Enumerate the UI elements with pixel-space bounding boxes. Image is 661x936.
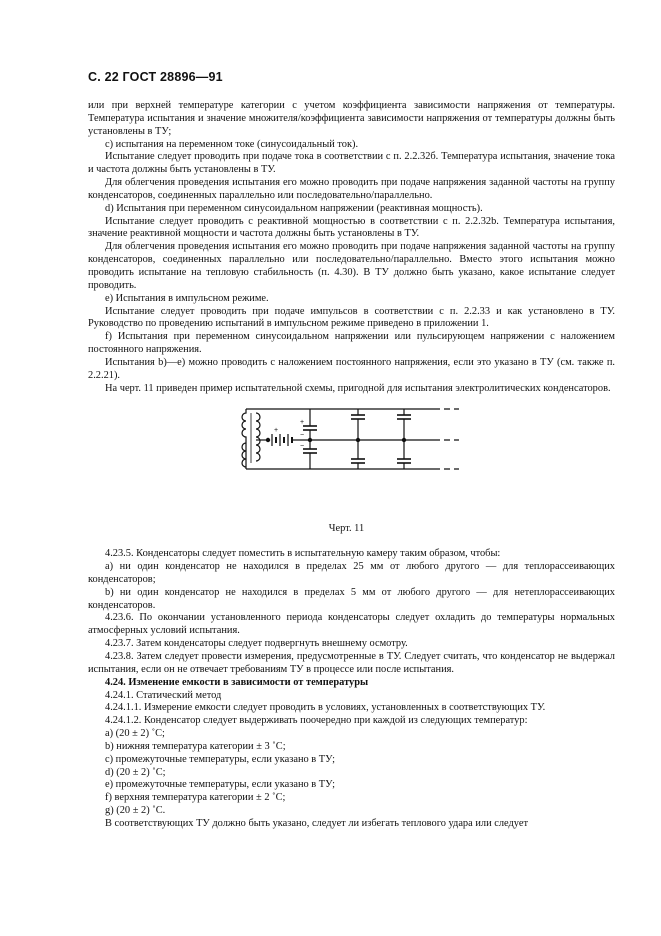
paragraph: Испытания b)—e) можно проводить с наложением постоянного напряжения, если это указано в ТУ (см. также п. 2.2.21). <box>88 356 615 381</box>
minus-label-lower: − <box>300 443 305 451</box>
plus-label: + <box>300 419 305 427</box>
paragraph: c) испытания на переменном токе (синусоидальный ток). <box>105 138 359 150</box>
paragraph: 4.24.1. Статический метод <box>105 689 222 701</box>
paragraph: 4.23.5. Конденсаторы следует поместить в испытательную камеру таким образом, чтобы: <box>105 548 501 560</box>
paragraph: 4.23.8. Затем следует провести измерения, предусмотренные в ТУ. Следует считать, что конденсатор не выдержал испытания, если он не отвечает требованиям ТУ в процессе или после испытания. <box>88 651 615 675</box>
junction-dot <box>356 439 359 442</box>
paragraph: b) нижняя температура категории ± 3 ˚С; <box>105 740 286 752</box>
junction-dot <box>402 439 405 442</box>
paragraph: 4.23.7. Затем конденсаторы следует подвергнуть внешнему осмотру. <box>105 638 408 650</box>
paragraph: Для облегчения проведения испытания его можно проводить при подаче напряжения заданной частоты на группу конденсаторов, соединенных параллельно или последовательно/параллельно. <box>88 177 615 201</box>
paragraph: Испытание следует проводить с реактивной мощностью в соответствии с п. 2.2.32b. Температура испытания, значение реактивной мощности и частота должны быть установлены в ТУ. <box>88 215 615 240</box>
text-block-bottom <box>88 548 615 831</box>
circuit-figure <box>88 403 615 519</box>
page-content <box>88 100 615 831</box>
paragraph: e) Испытания в импульсном режиме. <box>105 292 269 304</box>
paragraph: Испытание следует проводить при подаче тока в соответствии с п. 2.2.32б. Температура испытания, значение тока и частота должны быть установлены в ТУ. <box>88 151 615 176</box>
paragraph: g) (20 ± 2) ˚С. <box>105 805 166 817</box>
paragraph: Для облегчения проведения испытания его можно проводить при подаче напряжения заданной частоты на группу конденсаторов, соединенных параллельно или последовательно/параллельно. Вместо этого испытания можно проводить испытание на тепловую стабильность (п. 4.30). В ТУ должно быть указано, какое испытание следует проводить. <box>88 241 615 291</box>
figure-caption-text: Черт. 11 <box>328 523 365 535</box>
paragraph: d) Испытания при переменном синусоидальном напряжении (реактивная мощность). <box>105 202 483 214</box>
paragraph: В соответствующих ТУ должно быть указано, следует ли избегать теплового удара или следует <box>105 817 529 829</box>
junction-dot <box>308 439 311 442</box>
paragraph: На черт. 11 приведен пример испытательной схемы, пригодной для испытания электролитических конденсаторов. <box>105 382 611 394</box>
paragraph: e) промежуточные температуры, если указано в ТУ; <box>105 779 335 791</box>
paragraph: f) Испытания при переменном синусоидальном напряжении или пульсирующем напряжении с наложением постоянного напряжения. <box>88 331 615 356</box>
minus-label: − <box>300 432 305 440</box>
paragraph: c) промежуточные температуры, если указано в ТУ; <box>105 753 335 765</box>
transformer-secondary-coil <box>256 413 260 461</box>
figure-caption <box>88 523 615 536</box>
paragraph: f) верхняя температура категории ± 2 ˚С; <box>105 792 286 804</box>
transformer-lower-coil <box>242 443 246 467</box>
text-block-top <box>88 100 615 395</box>
battery-plus-label: + <box>274 427 279 435</box>
source-node <box>266 439 269 442</box>
paragraph: b) ни один конденсатор не находился в пределах 5 мм от любого другого — для нетеплорассеивающих конденсаторов. <box>88 586 615 611</box>
paragraph: Испытание следует проводить при подаче импульсов в соответствии с п. 2.2.33 и как установлено в ТУ. Руководство по проведению испытаний в импульсном режиме приведено в приложении 1. <box>88 305 615 330</box>
paragraph: 4.24.1.2. Конденсатор следует выдерживать поочередно при каждой из следующих температур: <box>105 715 528 727</box>
paragraph: a) (20 ± 2) ˚С; <box>105 728 165 740</box>
page-header: С. 22 ГОСТ 28896—91 <box>88 70 223 84</box>
paragraph: a) ни один конденсатор не находился в пределах 25 мм от любого другого — для теплорассеивающих конденсаторов; <box>88 561 615 585</box>
paragraph: 4.24.1.1. Измерение емкости следует проводить в условиях, установленных в соответствующих ТУ. <box>105 702 546 714</box>
paragraph: или при верхней температуре категории с учетом коэффициента зависимости напряжения от температуры. Температура испытания и значение множителя/коэффициента зависимости напряжения от температуры должны быть установлены в ТУ; <box>88 100 615 137</box>
section-heading: 4.24. Изменение емкости в зависимости от температуры <box>105 676 369 688</box>
test-circuit-diagram <box>234 403 534 519</box>
paragraph: 4.23.6. По окончании установленного периода конденсаторы следует охладить до температуры нормальных атмосферных условий испытания. <box>88 612 615 637</box>
paragraph: d) (20 ± 2) ˚С; <box>105 766 166 778</box>
